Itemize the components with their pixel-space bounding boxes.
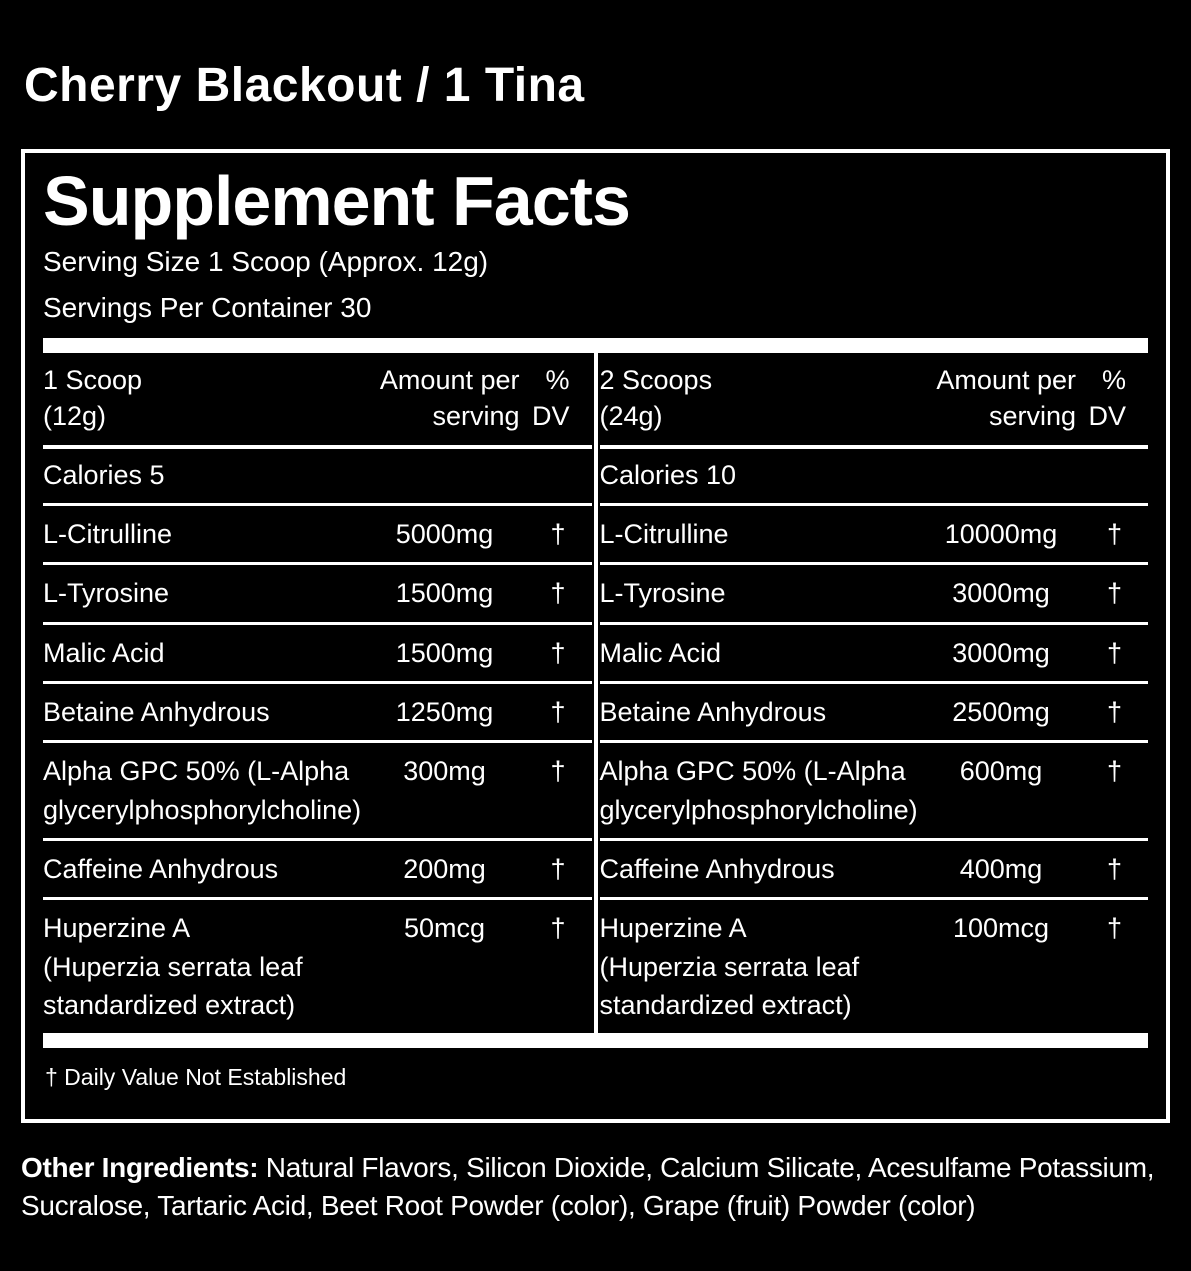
ingredient-row xyxy=(600,897,1149,1033)
dv-header: % DV xyxy=(531,364,570,432)
separator-bar-top xyxy=(43,338,1148,353)
ingredient-row xyxy=(600,622,1149,681)
ingredient-row xyxy=(43,681,592,740)
ingredient-amount: 10000mg xyxy=(944,519,1058,549)
column-header xyxy=(600,353,1149,449)
ingredient-name: Caffeine Anhydrous xyxy=(599,853,835,884)
serving-weight: (24g) xyxy=(599,401,663,432)
ingredient-amount: 300mg xyxy=(403,756,486,787)
ingredient-dv: † xyxy=(1106,853,1122,884)
ingredient-dv: † xyxy=(550,519,566,549)
separator-bar-bottom xyxy=(43,1033,1148,1048)
ingredient-name: Betaine Anhydrous xyxy=(599,696,827,727)
ingredient-name: Huperzine A (Huperzia serrata leaf standardized extract) xyxy=(600,909,927,1024)
ingredient-name: L-Tyrosine xyxy=(599,578,726,609)
ingredient-name: Malic Acid xyxy=(43,637,165,668)
serving-weight: (12g) xyxy=(43,401,107,432)
supplement-facts-title: Supplement Facts xyxy=(43,162,630,240)
ingredient-dv: † xyxy=(1106,578,1122,609)
ingredient-row xyxy=(43,562,592,621)
serving-column-1-scoop xyxy=(43,353,592,1033)
dv-header: % DV xyxy=(1088,364,1126,432)
ingredient-name: Alpha GPC 50% (L-Alpha glycerylphosphorylcholine) xyxy=(43,756,362,825)
other-ingredients-label: Other Ingredients: xyxy=(21,1152,259,1184)
other-ingredients xyxy=(21,1149,1167,1223)
ingredient-amount: 100mcg xyxy=(952,913,1050,944)
serving-size: Serving Size 1 Scoop (Approx. 12g) xyxy=(43,245,489,277)
column-divider xyxy=(594,353,598,1033)
serving-column-2-scoops xyxy=(600,353,1149,1033)
ingredient-amount: 2500mg xyxy=(952,696,1050,727)
ingredient-name: Betaine Anhydrous xyxy=(43,696,270,727)
ingredient-row xyxy=(600,838,1149,897)
calories-value: Calories 5 xyxy=(43,459,165,490)
ingredient-amount: 600mg xyxy=(959,756,1043,787)
column-header xyxy=(43,353,592,449)
serving-size-header xyxy=(43,362,350,435)
other-ingredients-text: Natural Flavors, Silicon Dioxide, Calcium Silicate, Acesulfame Potassium, Sucralose, Tartaric Acid, Beet Root Powder (color), Grape (fruit) Powder (color) xyxy=(21,1152,1155,1221)
daily-value-footnote: † Daily Value Not Established xyxy=(45,1064,347,1091)
amount-header: Amount per serving xyxy=(936,364,1076,432)
ingredient-row xyxy=(43,897,592,1033)
ingredient-row xyxy=(43,622,592,681)
ingredient-dv: † xyxy=(550,913,566,944)
ingredient-amount: 50mcg xyxy=(403,913,486,944)
calories-row xyxy=(600,449,1149,503)
ingredient-amount: 1250mg xyxy=(395,696,494,727)
ingredient-dv: † xyxy=(550,637,566,668)
ingredient-amount: 200mg xyxy=(403,853,486,884)
ingredient-name: Huperzine A (Huperzia serrata leaf standardized extract) xyxy=(43,909,370,1024)
ingredient-row xyxy=(43,503,592,562)
ingredient-dv: † xyxy=(550,756,566,787)
amount-header: Amount per serving xyxy=(379,364,520,432)
ingredient-name: Alpha GPC 50% (L-Alpha glycerylphosphorylcholine) xyxy=(599,756,918,825)
ingredient-name-detail: (Huperzia serrata leaf standardized extract) xyxy=(599,951,860,1020)
serving-size-header xyxy=(600,362,907,435)
page-title: Cherry Blackout / 1 Tina xyxy=(24,59,585,112)
ingredient-row xyxy=(600,503,1149,562)
ingredient-name: L-Tyrosine xyxy=(43,578,170,609)
ingredient-row xyxy=(43,838,592,897)
ingredient-row xyxy=(600,740,1149,838)
facts-table xyxy=(43,353,1148,1033)
ingredient-amount: 3000mg xyxy=(952,637,1050,668)
supplement-facts-panel xyxy=(21,149,1170,1123)
ingredient-dv: † xyxy=(550,853,566,884)
ingredient-amount: 1500mg xyxy=(395,578,494,609)
ingredient-row xyxy=(600,681,1149,740)
ingredient-dv: † xyxy=(1106,756,1122,787)
serving-label: 1 Scoop xyxy=(43,364,143,395)
ingredient-row xyxy=(600,562,1149,621)
ingredient-name: L-Citrulline xyxy=(599,519,729,549)
calories-row xyxy=(43,449,592,503)
ingredient-amount: 5000mg xyxy=(395,519,494,549)
ingredient-dv: † xyxy=(550,578,566,609)
ingredient-dv: † xyxy=(1106,913,1122,944)
ingredient-amount: 3000mg xyxy=(952,578,1050,609)
serving-label: 2 Scoops xyxy=(599,364,713,395)
ingredient-dv: † xyxy=(550,696,566,727)
ingredient-dv: † xyxy=(1106,519,1122,549)
ingredient-amount: 400mg xyxy=(959,853,1043,884)
ingredient-amount: 1500mg xyxy=(395,637,494,668)
servings-per-container: Servings Per Container 30 xyxy=(43,291,372,323)
ingredient-name: L-Citrulline xyxy=(43,519,173,549)
ingredient-name: Malic Acid xyxy=(599,637,722,668)
ingredient-dv: † xyxy=(1106,696,1122,727)
ingredient-dv: † xyxy=(1106,637,1122,668)
calories-value: Calories 10 xyxy=(599,459,737,490)
ingredient-row xyxy=(43,740,592,838)
ingredient-name-detail: (Huperzia serrata leaf standardized extract) xyxy=(43,951,303,1020)
ingredient-name: Caffeine Anhydrous xyxy=(43,853,279,884)
